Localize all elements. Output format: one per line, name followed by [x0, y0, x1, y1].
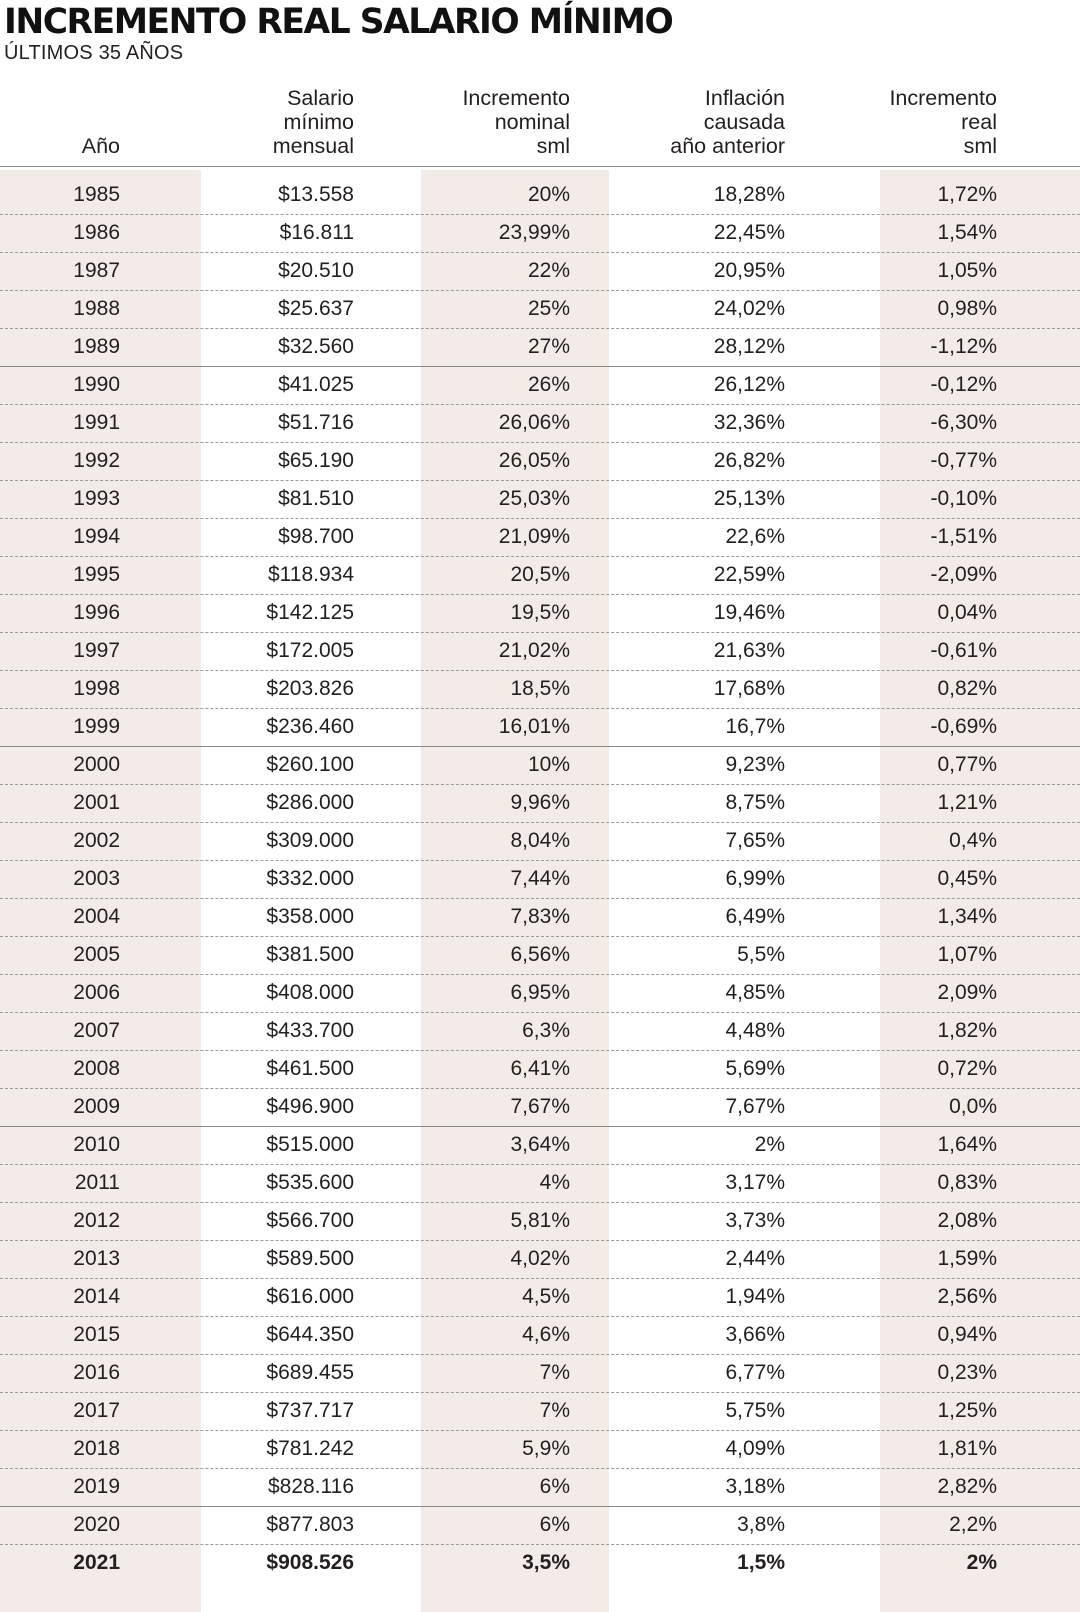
- header-divider: [0, 166, 1080, 167]
- cell-inflation: 5,75%: [725, 1399, 785, 1422]
- cell-salary: $332.000: [266, 867, 354, 890]
- header-nominal-line: sml: [536, 134, 570, 158]
- cell-real: 1,81%: [937, 1437, 997, 1460]
- cell-inflation: 32,36%: [713, 411, 785, 434]
- cell-inflation: 7,65%: [725, 829, 785, 852]
- cell-salary: $142.125: [266, 601, 354, 624]
- header-year-line: Año: [81, 134, 120, 158]
- cell-real: 1,64%: [937, 1133, 997, 1156]
- cell-nominal: 20,5%: [510, 563, 570, 586]
- cell-nominal: 7,83%: [510, 905, 570, 928]
- cell-year: 2011: [74, 1171, 120, 1194]
- table-row: [0, 1316, 1080, 1354]
- cell-nominal: 10%: [527, 753, 570, 776]
- cell-inflation: 3,8%: [737, 1513, 785, 1536]
- cell-real: 0,83%: [937, 1171, 997, 1194]
- cell-year: 1991: [73, 411, 120, 434]
- cell-year: 2020: [73, 1513, 120, 1536]
- cell-salary: $461.500: [266, 1057, 354, 1080]
- cell-year: 1993: [73, 487, 120, 510]
- cell-real: 0,0%: [949, 1095, 997, 1118]
- cell-nominal: 25,03%: [498, 487, 570, 510]
- cell-nominal: 6,95%: [510, 981, 570, 1004]
- table-row: [0, 1544, 1080, 1582]
- cell-inflation: 5,69%: [725, 1057, 785, 1080]
- header-nominal-line: Incremento: [462, 86, 570, 110]
- cell-salary: $32.560: [278, 335, 354, 358]
- table-row: [0, 1240, 1080, 1278]
- header-real-line: real: [961, 110, 997, 134]
- cell-year: 1998: [73, 677, 120, 700]
- cell-inflation: 24,02%: [713, 297, 785, 320]
- cell-year: 1996: [73, 601, 120, 624]
- cell-nominal: 23,99%: [498, 221, 570, 244]
- table-row: [0, 556, 1080, 594]
- cell-year: 2013: [73, 1247, 120, 1270]
- cell-salary: $358.000: [266, 905, 354, 928]
- cell-year: 2004: [73, 905, 120, 928]
- cell-salary: $309.000: [266, 829, 354, 852]
- table-row: [0, 898, 1080, 936]
- cell-real: 1,82%: [937, 1019, 997, 1042]
- cell-salary: $515.000: [266, 1133, 354, 1156]
- cell-salary: $98.700: [278, 525, 354, 548]
- cell-salary: $16.811: [279, 221, 354, 244]
- cell-inflation: 3,66%: [725, 1323, 785, 1346]
- table-row: [0, 176, 1080, 214]
- cell-year: 1992: [73, 449, 120, 472]
- cell-nominal: 18,5%: [510, 677, 570, 700]
- cell-salary: $689.455: [266, 1361, 354, 1384]
- cell-real: 2,82%: [937, 1475, 997, 1498]
- cell-salary: $13.558: [278, 183, 354, 206]
- cell-year: 2002: [73, 829, 120, 852]
- cell-salary: $286.000: [266, 791, 354, 814]
- cell-real: 0,98%: [937, 297, 997, 320]
- cell-nominal: 7,44%: [510, 867, 570, 890]
- cell-real: 1,59%: [937, 1247, 997, 1270]
- cell-real: 0,4%: [949, 829, 997, 852]
- cell-real: 1,25%: [937, 1399, 997, 1422]
- table-row: [0, 746, 1080, 784]
- cell-nominal: 7,67%: [510, 1095, 570, 1118]
- cell-real: 0,82%: [937, 677, 997, 700]
- cell-salary: $589.500: [266, 1247, 354, 1270]
- cell-real: -0,12%: [930, 373, 997, 396]
- cell-salary: $260.100: [266, 753, 354, 776]
- cell-real: 2,2%: [949, 1513, 997, 1536]
- cell-year: 1995: [73, 563, 120, 586]
- cell-real: -2,09%: [930, 563, 997, 586]
- table-row: [0, 1050, 1080, 1088]
- cell-year: 1986: [73, 221, 120, 244]
- cell-year: 2014: [73, 1285, 120, 1308]
- cell-salary: $535.600: [266, 1171, 354, 1194]
- cell-real: 0,77%: [937, 753, 997, 776]
- cell-inflation: 9,23%: [725, 753, 785, 776]
- cell-real: -0,77%: [930, 449, 997, 472]
- cell-salary: $828.116: [267, 1475, 354, 1498]
- table-row: [0, 1430, 1080, 1468]
- cell-salary: $41.025: [278, 373, 354, 396]
- cell-salary: $566.700: [266, 1209, 354, 1232]
- cell-year: 2019: [73, 1475, 120, 1498]
- cell-real: 1,21%: [937, 791, 997, 814]
- cell-nominal: 7%: [539, 1399, 570, 1422]
- header-salary: [200, 82, 354, 158]
- cell-year: 1997: [73, 639, 120, 662]
- cell-nominal: 6,3%: [522, 1019, 570, 1042]
- cell-salary: $433.700: [266, 1019, 354, 1042]
- cell-inflation: 5,5%: [737, 943, 785, 966]
- cell-nominal: 3,64%: [510, 1133, 570, 1156]
- cell-inflation: 18,28%: [713, 183, 785, 206]
- cell-year: 2012: [73, 1209, 120, 1232]
- cell-salary: $51.716: [278, 411, 354, 434]
- cell-inflation: 6,77%: [725, 1361, 785, 1384]
- table-row: [0, 252, 1080, 290]
- cell-nominal: 6%: [539, 1513, 570, 1536]
- cell-inflation: 2%: [754, 1133, 785, 1156]
- cell-nominal: 6,56%: [510, 943, 570, 966]
- table-row: [0, 936, 1080, 974]
- cell-real: 2,09%: [937, 981, 997, 1004]
- cell-inflation: 6,99%: [725, 867, 785, 890]
- table-row: [0, 1202, 1080, 1240]
- cell-nominal: 5,81%: [510, 1209, 570, 1232]
- cell-real: 0,94%: [937, 1323, 997, 1346]
- cell-inflation: 16,7%: [725, 715, 785, 738]
- cell-nominal: 25%: [527, 297, 570, 320]
- cell-inflation: 17,68%: [713, 677, 785, 700]
- cell-nominal: 3,5%: [522, 1551, 570, 1574]
- cell-nominal: 21,02%: [498, 639, 570, 662]
- cell-inflation: 4,85%: [725, 981, 785, 1004]
- cell-year: 2001: [73, 791, 120, 814]
- table-row: [0, 1506, 1080, 1544]
- table-row: [0, 594, 1080, 632]
- cell-year: 2003: [73, 867, 120, 890]
- table-row: [0, 1392, 1080, 1430]
- cell-real: 2,56%: [937, 1285, 997, 1308]
- cell-inflation: 4,48%: [725, 1019, 785, 1042]
- table-row: [0, 328, 1080, 366]
- cell-nominal: 4,5%: [522, 1285, 570, 1308]
- cell-year: 1990: [73, 373, 120, 396]
- cell-year: 1987: [73, 259, 120, 282]
- cell-real: 0,23%: [937, 1361, 997, 1384]
- cell-salary: $644.350: [266, 1323, 354, 1346]
- cell-real: 0,72%: [937, 1057, 997, 1080]
- table-row: [0, 214, 1080, 252]
- cell-year: 2015: [73, 1323, 120, 1346]
- table-row: [0, 1012, 1080, 1050]
- table-row: [0, 1088, 1080, 1126]
- cell-nominal: 20%: [527, 183, 570, 206]
- cell-real: 1,34%: [937, 905, 997, 928]
- cell-salary: $908.526: [266, 1551, 354, 1574]
- cell-nominal: 27%: [527, 335, 570, 358]
- cell-real: -0,61%: [930, 639, 997, 662]
- cell-year: 2016: [73, 1361, 120, 1384]
- cell-inflation: 21,63%: [713, 639, 785, 662]
- cell-salary: $25.637: [278, 297, 354, 320]
- cell-year: 1994: [73, 525, 120, 548]
- cell-nominal: 9,96%: [510, 791, 570, 814]
- table-row: [0, 1164, 1080, 1202]
- cell-salary: $20.510: [278, 259, 354, 282]
- cell-year: 2018: [73, 1437, 120, 1460]
- cell-real: 1,72%: [937, 183, 997, 206]
- table-row: [0, 822, 1080, 860]
- table-row: [0, 518, 1080, 556]
- cell-salary: $616.000: [266, 1285, 354, 1308]
- cell-salary: $781.242: [266, 1437, 354, 1460]
- table-row: [0, 442, 1080, 480]
- header-nominal-line: nominal: [494, 110, 570, 134]
- cell-real: -1,12%: [930, 335, 997, 358]
- table-row: [0, 1468, 1080, 1506]
- header-inflation-line: Inflación: [704, 86, 785, 110]
- table-row: [0, 708, 1080, 746]
- cell-year: 1985: [73, 183, 120, 206]
- cell-inflation: 4,09%: [725, 1437, 785, 1460]
- cell-salary: $118.934: [267, 563, 354, 586]
- header-salary-line: mensual: [272, 134, 354, 158]
- cell-nominal: 8,04%: [510, 829, 570, 852]
- cell-inflation: 3,17%: [725, 1171, 785, 1194]
- cell-real: 2,08%: [937, 1209, 997, 1232]
- cell-salary: $496.900: [266, 1095, 354, 1118]
- cell-nominal: 26,06%: [498, 411, 570, 434]
- cell-real: 2%: [966, 1551, 997, 1574]
- cell-real: 1,07%: [937, 943, 997, 966]
- table-row: [0, 1354, 1080, 1392]
- cell-inflation: 26,82%: [713, 449, 785, 472]
- table-row: [0, 784, 1080, 822]
- cell-year: 2008: [73, 1057, 120, 1080]
- cell-inflation: 7,67%: [725, 1095, 785, 1118]
- cell-nominal: 26%: [527, 373, 570, 396]
- table-row: [0, 290, 1080, 328]
- cell-real: 1,05%: [937, 259, 997, 282]
- header-salary-line: mínimo: [283, 110, 354, 134]
- table-row: [0, 974, 1080, 1012]
- table-row: [0, 860, 1080, 898]
- cell-inflation: 8,75%: [725, 791, 785, 814]
- header-real: [860, 82, 997, 158]
- cell-inflation: 2,44%: [725, 1247, 785, 1270]
- cell-nominal: 4,6%: [522, 1323, 570, 1346]
- cell-real: 0,04%: [937, 601, 997, 624]
- cell-year: 2009: [73, 1095, 120, 1118]
- table-row: [0, 404, 1080, 442]
- cell-salary: $408.000: [266, 981, 354, 1004]
- cell-year: 1989: [73, 335, 120, 358]
- cell-real: -1,51%: [930, 525, 997, 548]
- cell-salary: $737.717: [266, 1399, 354, 1422]
- cell-inflation: 3,18%: [725, 1475, 785, 1498]
- cell-real: 0,45%: [937, 867, 997, 890]
- cell-inflation: 28,12%: [713, 335, 785, 358]
- cell-inflation: 22,59%: [713, 563, 785, 586]
- cell-inflation: 26,12%: [713, 373, 785, 396]
- cell-inflation: 22,45%: [713, 221, 785, 244]
- table-row: [0, 1126, 1080, 1164]
- cell-nominal: 6,41%: [510, 1057, 570, 1080]
- cell-inflation: 25,13%: [713, 487, 785, 510]
- cell-year: 2005: [73, 943, 120, 966]
- cell-salary: $81.510: [278, 487, 354, 510]
- data-table: [0, 176, 1080, 1582]
- cell-year: 2007: [73, 1019, 120, 1042]
- cell-nominal: 26,05%: [498, 449, 570, 472]
- cell-salary: $236.460: [266, 715, 354, 738]
- header-real-line: Incremento: [889, 86, 997, 110]
- cell-salary: $172.005: [266, 639, 354, 662]
- cell-year: 2021: [73, 1551, 120, 1574]
- table-row: [0, 1278, 1080, 1316]
- cell-nominal: 4,02%: [510, 1247, 570, 1270]
- cell-year: 1988: [73, 297, 120, 320]
- header-inflation-line: año anterior: [670, 134, 785, 158]
- chart-subtitle: ÚLTIMOS 35 AÑOS: [4, 42, 184, 64]
- cell-inflation: 22,6%: [725, 525, 785, 548]
- cell-nominal: 22%: [527, 259, 570, 282]
- cell-nominal: 5,9%: [522, 1437, 570, 1460]
- cell-inflation: 3,73%: [725, 1209, 785, 1232]
- cell-nominal: 4%: [539, 1171, 570, 1194]
- cell-salary: $203.826: [266, 677, 354, 700]
- cell-inflation: 1,5%: [737, 1551, 785, 1574]
- header-real-line: sml: [963, 134, 997, 158]
- cell-year: 1999: [73, 715, 120, 738]
- header-inflation-line: causada: [703, 110, 785, 134]
- cell-real: -6,30%: [930, 411, 997, 434]
- header-salary-line: Salario: [287, 86, 354, 110]
- cell-year: 2017: [73, 1399, 120, 1422]
- header-year: [0, 82, 120, 158]
- table-row: [0, 632, 1080, 670]
- cell-year: 2000: [73, 753, 120, 776]
- cell-nominal: 21,09%: [498, 525, 570, 548]
- cell-inflation: 19,46%: [713, 601, 785, 624]
- cell-real: 1,54%: [937, 221, 997, 244]
- cell-real: -0,69%: [930, 715, 997, 738]
- cell-salary: $381.500: [266, 943, 354, 966]
- cell-nominal: 19,5%: [510, 601, 570, 624]
- cell-salary: $65.190: [278, 449, 354, 472]
- cell-nominal: 7%: [539, 1361, 570, 1384]
- cell-nominal: 16,01%: [498, 715, 570, 738]
- table-row: [0, 366, 1080, 404]
- cell-real: -0,10%: [930, 487, 997, 510]
- table-row: [0, 480, 1080, 518]
- header-nominal: [420, 82, 570, 158]
- chart-title: INCREMENTO REAL SALARIO MÍNIMO: [4, 2, 673, 42]
- cell-nominal: 6%: [539, 1475, 570, 1498]
- cell-year: 2006: [73, 981, 120, 1004]
- cell-inflation: 20,95%: [713, 259, 785, 282]
- cell-salary: $877.803: [266, 1513, 354, 1536]
- cell-year: 2010: [73, 1133, 120, 1156]
- header-inflation: [609, 82, 785, 158]
- table-row: [0, 670, 1080, 708]
- cell-inflation: 6,49%: [725, 905, 785, 928]
- cell-inflation: 1,94%: [725, 1285, 785, 1308]
